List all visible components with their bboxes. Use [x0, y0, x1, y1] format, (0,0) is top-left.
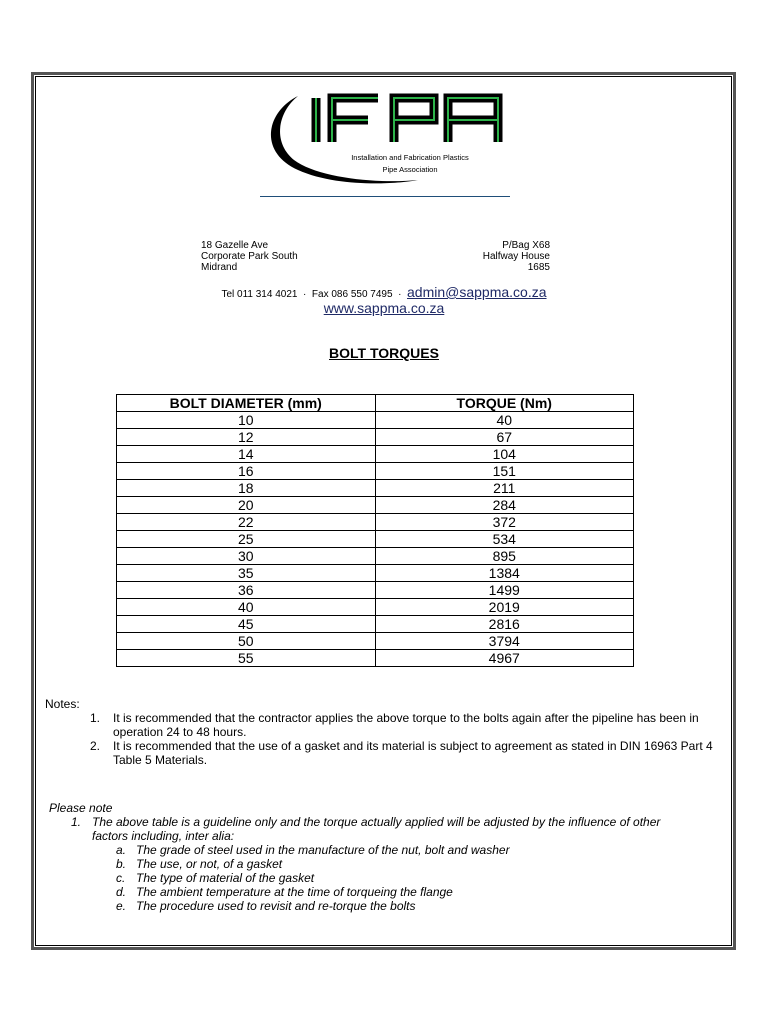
table-cell: 10 [117, 412, 376, 429]
table-cell: 211 [375, 480, 634, 497]
note-text: It is recommended that the contractor applies the above torque to the bolts again after the pipeline has been in operation 24 to 48 hours. [113, 711, 699, 739]
table-cell: 40 [117, 599, 376, 616]
table-cell: 18 [117, 480, 376, 497]
table-cell: 4967 [375, 650, 634, 667]
table-cell: 67 [375, 429, 634, 446]
logo-line2: Pipe Association [382, 165, 438, 174]
table-row [117, 514, 634, 531]
address-line: 1685 [527, 262, 550, 273]
please-note-section [49, 801, 729, 913]
table-cell: 36 [117, 582, 376, 599]
table-row [117, 531, 634, 548]
list-number: 1. [90, 711, 101, 725]
table-cell: 40 [375, 412, 634, 429]
table-row [117, 565, 634, 582]
list-item [45, 739, 735, 767]
notes-section [45, 697, 735, 767]
list-letter: d. [116, 885, 127, 899]
address-left [201, 240, 298, 273]
note-text: The above table is a guideline only and the torque actually applied will be adjusted by the influence of other [92, 815, 661, 829]
table-row [117, 616, 634, 633]
page-title: BOLT TORQUES [329, 345, 439, 361]
table-row [117, 446, 634, 463]
table-cell: 12 [117, 429, 376, 446]
list-letter: c. [116, 871, 126, 885]
table-row [117, 412, 634, 429]
list-subitem [49, 843, 729, 857]
address-line: 18 Gazelle Ave [201, 240, 269, 251]
address-line: P/Bag X68 [502, 240, 550, 251]
table-cell: 55 [117, 650, 376, 667]
bolt-torque-table [116, 394, 634, 667]
subitem-text: The grade of steel used in the manufacture of the nut, bolt and washer [136, 843, 510, 857]
website-link[interactable]: www.sappma.co.za [323, 300, 445, 316]
column-header: TORQUE (Nm) [375, 395, 634, 412]
table-cell: 151 [375, 463, 634, 480]
notes-heading: Notes: [45, 697, 80, 711]
list-subitem [49, 871, 729, 885]
separator: · [398, 289, 402, 300]
table-cell: 284 [375, 497, 634, 514]
table-row [117, 497, 634, 514]
table-row [117, 582, 634, 599]
table-cell: 1384 [375, 565, 634, 582]
email-link[interactable]: admin@sappma.co.za [407, 284, 547, 300]
header-rule [260, 196, 510, 197]
table-cell: 20 [117, 497, 376, 514]
subitem-text: The ambient temperature at the time of torqueing the flange [136, 885, 453, 899]
column-header: BOLT DIAMETER (mm) [117, 395, 376, 412]
table-cell: 16 [117, 463, 376, 480]
list-number: 2. [90, 739, 101, 753]
address-line: Midrand [201, 262, 238, 273]
table-cell: 1499 [375, 582, 634, 599]
table-row [117, 633, 634, 650]
list-number: 1. [71, 815, 82, 829]
address-line: Corporate Park South [201, 251, 298, 262]
table-cell: 14 [117, 446, 376, 463]
address-line: Halfway House [482, 251, 550, 262]
table-cell: 30 [117, 548, 376, 565]
subitem-text: The type of material of the gasket [136, 871, 315, 885]
contact-line [0, 284, 768, 300]
subitem-text: The procedure used to revisit and re-torque the bolts [136, 899, 416, 913]
table-cell: 534 [375, 531, 634, 548]
table-cell: 50 [117, 633, 376, 650]
table-cell: 895 [375, 548, 634, 565]
fax: Fax 086 550 7495 [311, 289, 393, 300]
table-cell: 2019 [375, 599, 634, 616]
table-row [117, 463, 634, 480]
list-letter: b. [116, 857, 127, 871]
note-text: It is recommended that the use of a gasket and its material is subject to agreement as stated in DIN 16963 Part 4 Table 5 Materials. [113, 739, 713, 767]
list-subitem [49, 857, 729, 871]
table-header-row [117, 395, 634, 412]
note-text-continued: factors including, inter alia: [92, 829, 235, 843]
table-cell: 3794 [375, 633, 634, 650]
table-row [117, 650, 634, 667]
table-cell: 2816 [375, 616, 634, 633]
list-item [49, 815, 729, 843]
list-item [45, 711, 735, 739]
subitem-text: The use, or not, of a gasket [136, 857, 283, 871]
table-cell: 45 [117, 616, 376, 633]
list-subitem [49, 899, 729, 913]
table-row [117, 429, 634, 446]
table-row [117, 599, 634, 616]
ifpa-logo [258, 92, 518, 192]
table-cell: 35 [117, 565, 376, 582]
telephone: Tel 011 314 4021 [221, 289, 298, 300]
table-cell: 22 [117, 514, 376, 531]
table-cell: 25 [117, 531, 376, 548]
list-subitem [49, 885, 729, 899]
separator: · [303, 289, 307, 300]
list-letter: e. [116, 899, 127, 913]
logo-line1: Installation and Fabrication Plastics [351, 153, 469, 162]
table-row [117, 548, 634, 565]
table-row [117, 480, 634, 497]
please-note-heading: Please note [49, 801, 113, 815]
table-cell: 104 [375, 446, 634, 463]
list-letter: a. [116, 843, 127, 857]
table-cell: 372 [375, 514, 634, 531]
address-right [450, 240, 550, 273]
